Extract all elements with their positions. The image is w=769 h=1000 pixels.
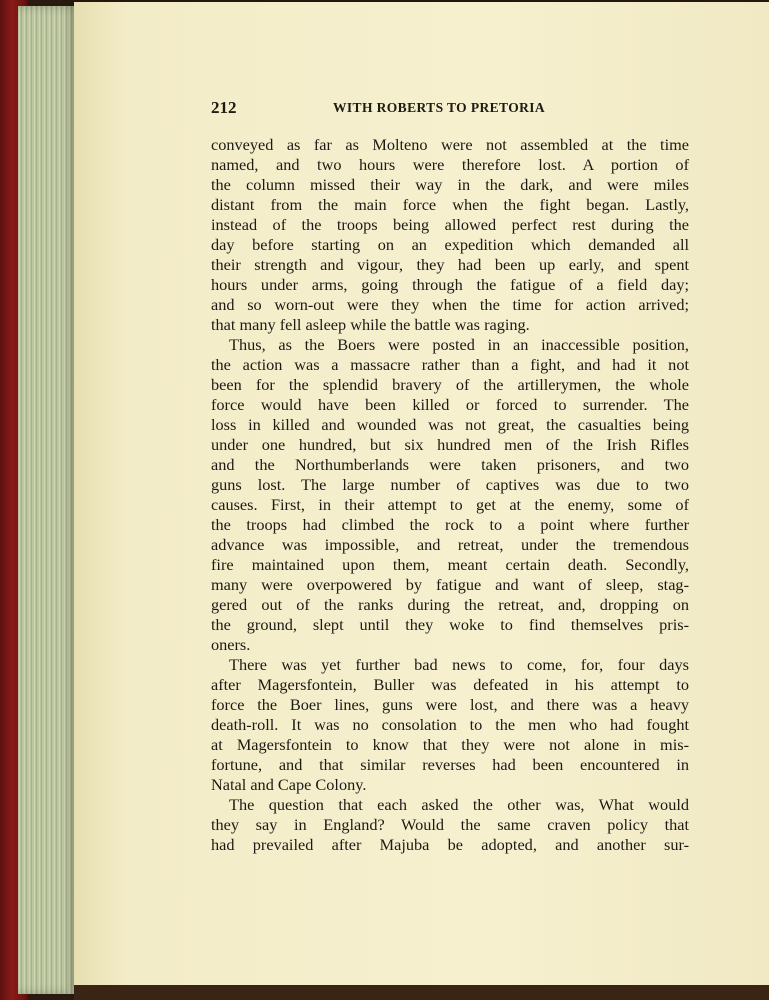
text-line: their strength and vigour, they had been up early, and spent	[211, 255, 689, 274]
text-line: conveyed as far as Molteno were not assembled at the time	[211, 135, 689, 154]
text-line: under one hundred, but six hundred men of the Irish Rifles	[211, 435, 689, 454]
text-line: gered out of the ranks during the retreat, and, dropping on	[211, 595, 689, 614]
running-title: WITH ROBERTS TO PRETORIA	[333, 100, 546, 115]
text-line: had prevailed after Majuba be adopted, and another sur-	[211, 835, 689, 854]
text-line: There was yet further bad news to come, for, four days	[229, 655, 689, 674]
text-line: force would have been killed or forced to surrender. The	[211, 395, 689, 414]
text-line: day before starting on an expedition which demanded all	[211, 235, 689, 254]
text-line: and the Northumberlands were taken prisoners, and two	[211, 455, 689, 474]
text-line: loss in killed and wounded was not great, the casualties being	[211, 415, 689, 434]
text-line: instead of the troops being allowed perfect rest during the	[211, 215, 689, 234]
text-line: advance was impossible, and retreat, under the tremendous	[211, 535, 689, 554]
text-line: named, and two hours were therefore lost. A portion of	[211, 155, 689, 174]
page-bottom-shadow	[74, 985, 769, 1000]
text-line: the ground, slept until they woke to find themselves pris-	[211, 615, 689, 634]
text-line: Thus, as the Boers were posted in an inaccessible position,	[229, 335, 689, 354]
text-line: and so worn-out were they when the time for action arrived;	[211, 295, 689, 314]
text-line: guns lost. The large number of captives was due to two	[211, 475, 689, 494]
text-line: death-roll. It was no consolation to the men who had fought	[211, 715, 689, 734]
text-line: oners.	[211, 635, 251, 654]
text-line: force the Boer lines, guns were lost, and there was a heavy	[211, 695, 689, 714]
text-line: after Magersfontein, Buller was defeated in his attempt to	[211, 675, 689, 694]
text-line: been for the splendid bravery of the artillerymen, the whole	[211, 375, 689, 394]
text-line: Natal and Cape Colony.	[211, 775, 367, 794]
text-line: they say in England? Would the same craven policy that	[211, 815, 689, 834]
text-line: the troops had climbed the rock to a point where further	[211, 515, 689, 534]
text-line: the action was a massacre rather than a fight, and had it not	[211, 355, 689, 374]
text-line: causes. First, in their attempt to get at the enemy, some of	[211, 495, 689, 514]
text-line: distant from the main force when the fight began. Lastly,	[211, 195, 689, 214]
text-line: hours under arms, going through the fatigue of a field day;	[211, 275, 689, 294]
text-line: many were overpowered by fatigue and want of sleep, stag-	[211, 575, 689, 594]
text-line: The question that each asked the other was, What would	[229, 795, 689, 814]
text-line: fortune, and that similar reverses had been encountered in	[211, 755, 689, 774]
text-line: fire maintained upon them, meant certain death. Secondly,	[211, 555, 689, 574]
text-line: that many fell asleep while the battle was raging.	[211, 315, 530, 334]
text-line: at Magersfontein to know that they were not alone in mis-	[211, 735, 689, 754]
text-line: the column missed their way in the dark, and were miles	[211, 175, 689, 194]
page-header	[211, 98, 689, 122]
body-text	[211, 135, 689, 855]
page-number: 212	[211, 98, 237, 117]
